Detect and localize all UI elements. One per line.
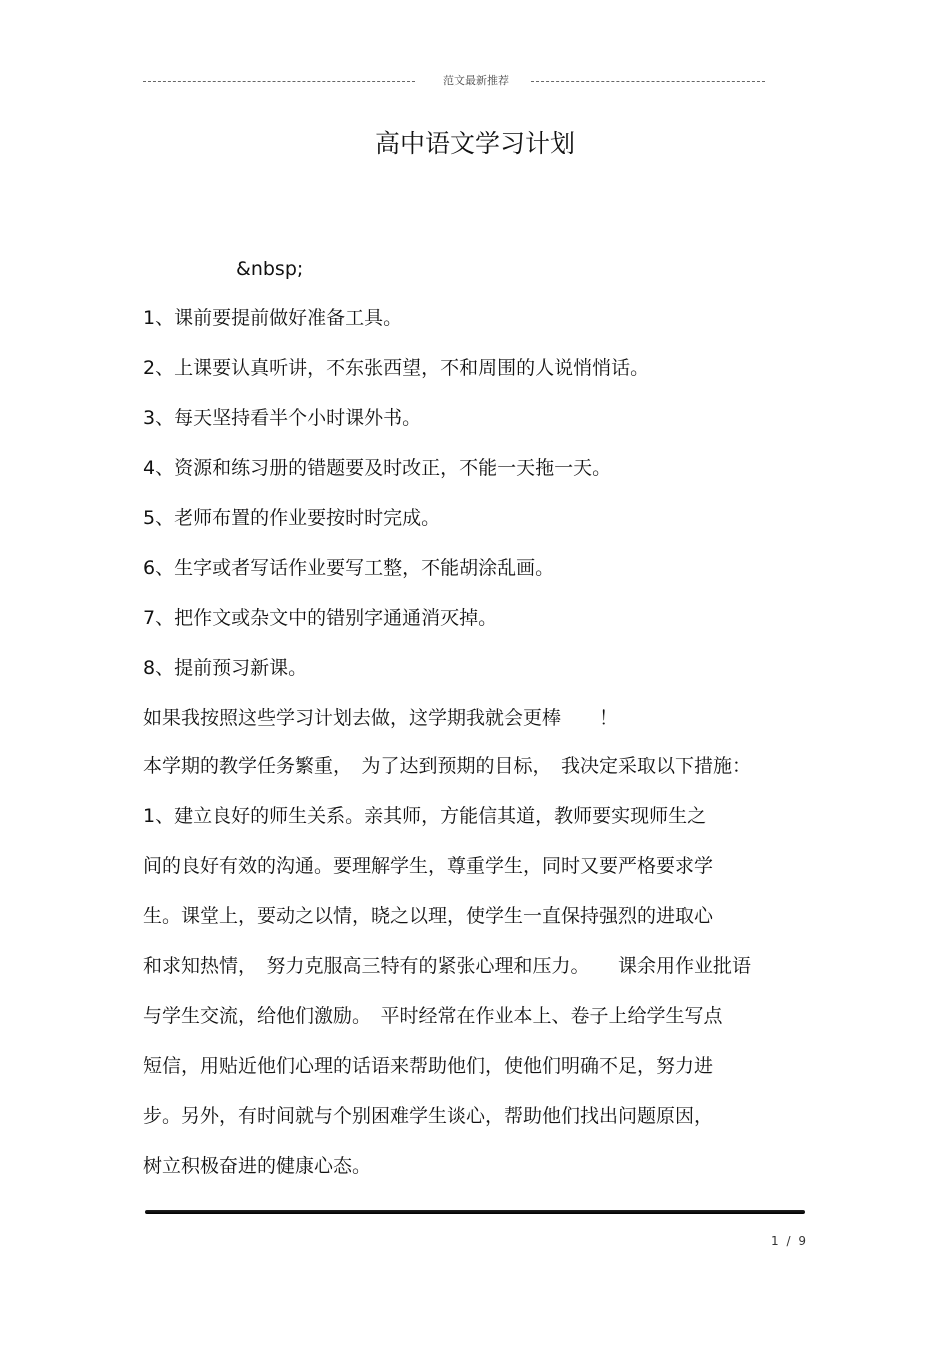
paragraph-line: 间的良好有效的沟通。要理解学生，尊重学生，同时又要严格要求学 bbox=[143, 855, 714, 877]
paragraph-line: 步。另外，有时间就与个别困难学生谈心，帮助他们找出问题原因， bbox=[143, 1105, 714, 1127]
list-item: 4、资源和练习册的错题要及时改正，不能一天拖一天。 bbox=[143, 457, 612, 479]
list-item: 1、课前要提前做好准备工具。 bbox=[143, 307, 403, 329]
list-item: 6、生字或者写话作业要写工整，不能胡涂乱画。 bbox=[143, 557, 555, 579]
paragraph-line: 树立积极奋进的健康心态。 bbox=[143, 1155, 372, 1177]
page-header bbox=[143, 72, 765, 90]
list-item: 7、把作文或杂文中的错别字通通消灭掉。 bbox=[143, 607, 498, 629]
header-label: 范文最新推荐 bbox=[443, 74, 509, 87]
list-item: 5、老师布置的作业要按时时完成。 bbox=[143, 507, 441, 529]
conclusion-text: 如果我按照这些学习计划去做，这学期我就会更棒 ！ bbox=[143, 707, 619, 729]
document-title: 高中语文学习计划 bbox=[374, 129, 575, 158]
paragraph-line: 生。课堂上，要动之以情，晓之以理，使学生一直保持强烈的进取心 bbox=[143, 905, 714, 927]
paragraph-line: 短信，用贴近他们心理的话语来帮助他们，使他们明确不足，努力进 bbox=[143, 1055, 714, 1077]
paragraph-line: 与学生交流，给他们激励。 平时经常在作业本上、卷子上给学生写点 bbox=[143, 1005, 723, 1027]
nbsp-text: &nbsp; bbox=[236, 258, 304, 280]
paragraph-line: 和求知热情， 努力克服高三特有的紧张心理和压力。 课余用作业批语 bbox=[143, 955, 752, 977]
list-item: 8、提前预习新课。 bbox=[143, 657, 308, 679]
footer-divider bbox=[145, 1210, 805, 1214]
list-item: 3、每天坚持看半个小时课外书。 bbox=[143, 407, 422, 429]
list-item: 2、上课要认真听讲，不东张西望，不和周围的人说悄悄话。 bbox=[143, 357, 650, 379]
paragraph-line: 1、建立良好的师生关系。亲其师，方能信其道，教师要实现师生之 bbox=[143, 805, 707, 827]
page-number: 1 / 9 bbox=[771, 1234, 808, 1248]
header-divider-right bbox=[531, 81, 765, 82]
header-divider-left bbox=[143, 81, 415, 82]
intro-text: 本学期的教学任务繁重， 为了达到预期的目标， 我决定采取以下措施： bbox=[143, 755, 752, 777]
